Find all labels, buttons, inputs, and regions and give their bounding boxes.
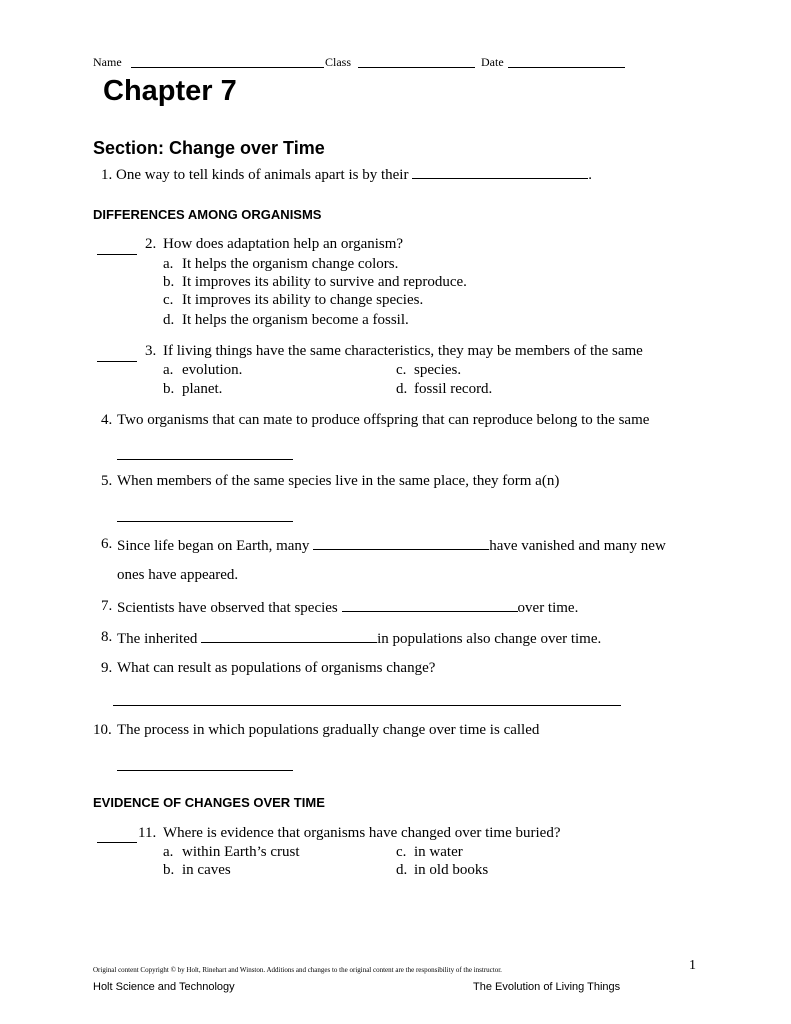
question-text: One way to tell kinds of animals apart is by their [116,167,409,183]
option-letter: d. [396,862,408,878]
footer-publisher: Holt Science and Technology [93,981,235,993]
question-text-start: Scientists have observed that species [117,600,338,616]
option-letter: d. [163,312,175,328]
question-text: The process in which populations gradually change over time is called [117,722,540,738]
option-text: fossil record. [414,381,493,397]
question-number: 4. [101,412,113,428]
section-subheading: EVIDENCE OF CHANGES OVER TIME [93,795,325,810]
option-letter: c. [396,362,407,378]
question-number: 8. [101,629,113,645]
option-text: species. [414,362,462,378]
question-1 [101,165,592,184]
answer-blank[interactable] [342,598,518,612]
question-number: 9. [101,660,113,676]
option-text: It improves its ability to survive and reproduce. [182,274,467,290]
question-text-start: The inherited [117,631,198,647]
question-text-continued: ones have appeared. [117,567,239,583]
question-number: 2. [145,236,157,252]
question-text: What can result as populations of organisms change? [117,660,436,676]
answer-blank[interactable] [313,536,489,550]
question-text [117,598,578,617]
question-text: Two organisms that can mate to produce offspring that can reproduce belong to the same [117,412,650,428]
option-letter: c. [163,292,174,308]
answer-blank[interactable] [97,842,137,843]
option-text: within Earth’s crust [182,844,300,860]
answer-blank[interactable] [201,629,377,643]
question-number: 6. [101,536,113,552]
name-label: Name [93,55,122,69]
answer-blank[interactable] [113,705,621,706]
option-text: It improves its ability to change species. [182,292,424,308]
answer-blank[interactable] [97,361,137,362]
question-number: 7. [101,598,113,614]
name-field[interactable] [131,67,324,68]
date-label: Date [481,55,504,69]
section-title: Section: Change over Time [93,138,325,158]
option-letter: d. [396,381,408,397]
date-field[interactable] [508,67,625,68]
copyright-notice: Original content Copyright © by Holt, Rinehart and Winston. Additions and changes to the original content are the responsibility of the instructor. [93,966,502,974]
question-text-start: Since life began on Earth, many [117,538,310,554]
option-text: planet. [182,381,223,397]
class-label: Class [325,55,352,69]
class-field[interactable] [358,67,475,68]
page-title: Chapter 7 [103,75,237,107]
question-text-end: . [588,167,592,183]
option-text: in caves [182,862,231,878]
question-text-end: in populations also change over time. [377,631,602,647]
answer-blank[interactable] [117,521,293,522]
page-number: 1 [689,958,696,973]
question-text-end: over time. [517,600,579,616]
question-number: 10. [93,722,112,738]
option-letter: a. [163,256,174,272]
question-text [117,629,601,648]
section-subheading: DIFFERENCES AMONG ORGANISMS [93,207,322,222]
answer-blank[interactable] [97,254,137,255]
question-text-end: have vanished and many new [489,538,666,554]
option-text: in water [414,844,463,860]
option-letter: b. [163,862,175,878]
question-number: 5. [101,473,113,489]
footer-book-title: The Evolution of Living Things [473,981,621,993]
question-text: If living things have the same characteristics, they may be members of the same [163,343,643,359]
option-text: It helps the organism change colors. [182,256,399,272]
answer-blank[interactable] [117,459,293,460]
question-text: How does adaptation help an organism? [163,236,404,252]
option-letter: c. [396,844,407,860]
answer-blank[interactable] [412,165,588,179]
question-number: 11. [138,825,157,841]
option-text: evolution. [182,362,243,378]
option-letter: a. [163,844,174,860]
option-text: in old books [414,862,489,878]
option-text: It helps the organism become a fossil. [182,312,409,328]
question-text: When members of the same species live in the same place, they form a(n) [117,473,560,489]
question-number: 3. [145,343,157,359]
option-letter: b. [163,381,175,397]
question-text [117,536,666,555]
question-text: Where is evidence that organisms have changed over time buried? [163,825,561,841]
question-number: 1. [101,167,113,183]
answer-blank[interactable] [117,770,293,771]
option-letter: a. [163,362,174,378]
option-letter: b. [163,274,175,290]
